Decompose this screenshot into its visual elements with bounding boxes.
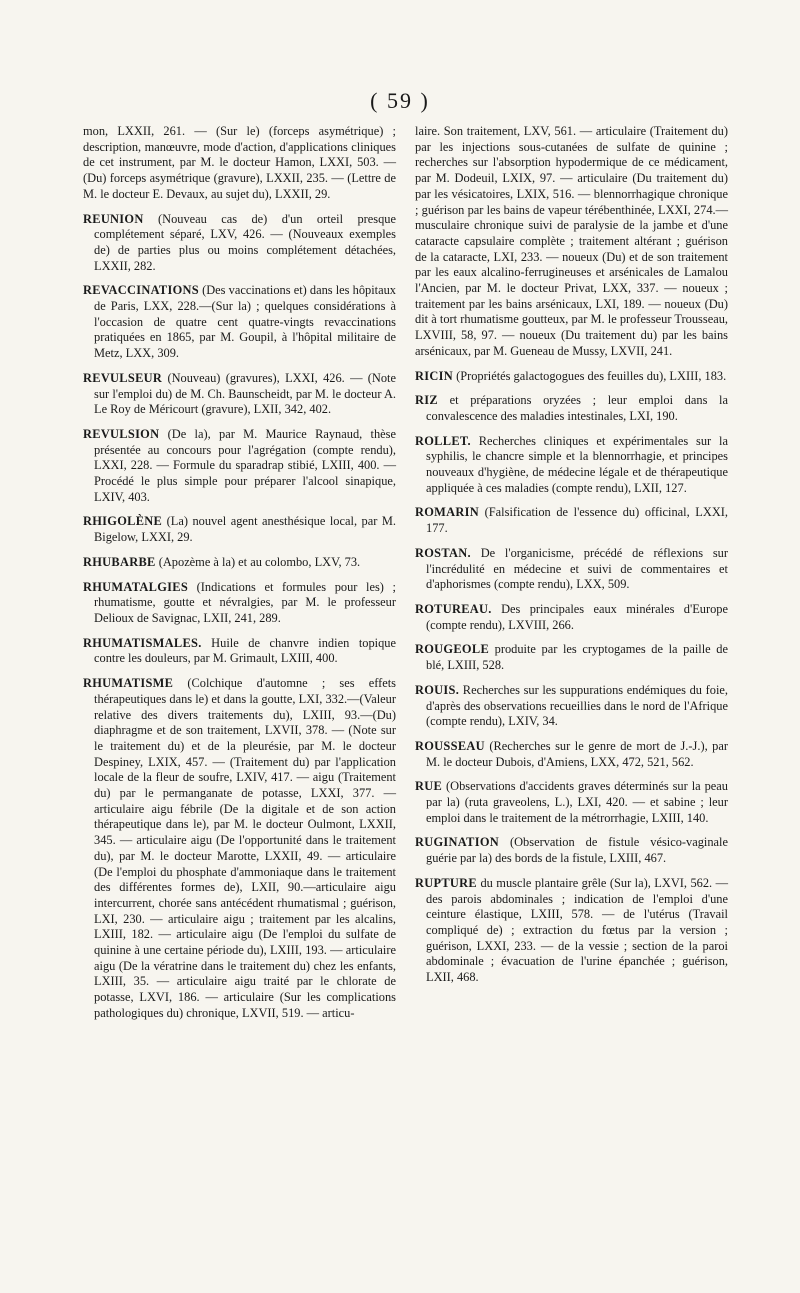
entry-headword: ROUSSEAU — [415, 738, 485, 753]
index-entry — [415, 876, 728, 986]
entry-text: (Falsification de l'essence du) officinal, LXXI, 177. — [426, 505, 728, 536]
entry-text: (Recherches sur le genre de mort de J.-J.), par M. le docteur Dubois, d'Amiens, LXX, 472, 521, 562. — [426, 738, 728, 769]
entry-headword: REVACCINATIONS — [83, 283, 199, 298]
entry-text: Recherches sur les suppurations endémiques du foie, d'après des observations recueillies dans le nord de l'Afrique (compte rendu), LXIV, 34. — [426, 682, 728, 729]
entry-headword: RHUMATISME — [83, 676, 174, 691]
index-entry — [415, 683, 728, 730]
entry-text: (Apozème à la) et au colombo, LXV, 73. — [155, 554, 361, 569]
index-entry — [83, 124, 396, 203]
index-entry — [83, 555, 396, 571]
entry-headword: REVULSION — [83, 426, 160, 441]
index-entry — [415, 505, 728, 536]
index-entry — [415, 642, 728, 673]
left-column — [83, 124, 396, 1031]
entry-headword: ROUIS. — [415, 682, 460, 697]
entry-text: (Observation de fistule vésico-vaginale guérie par la) des bords de la fistule, LXIII, 467. — [426, 835, 728, 866]
index-entry — [415, 739, 728, 770]
index-entry — [415, 124, 728, 360]
entry-text: du muscle plantaire grêle (Sur la), LXVI, 562. — des parois abdominales ; indication de l'emploi d'une ceinture élastique, LXIII, 578. — de l'utérus (Travail compliqué de) ; extraction du fœtus par la version ; guérison, LXXI, 233. — de la vessie ; section de la paroi abdominale ; évacuation de l'urine épanchée ; guérison, LXII, 468. — [426, 875, 728, 985]
index-entry — [83, 676, 396, 1021]
index-entry — [83, 636, 396, 667]
entry-text: Recherches cliniques et expérimentales sur la syphilis, le chancre simple et la blennorrhagie, et principes nouveaux d'hygiène, de médecine légale et de thérapeutique appliquée à ces maladies (compte rendu), LXII, 127. — [426, 433, 728, 495]
entry-headword: RHUBARBE — [83, 554, 156, 569]
entry-text: (Observations d'accidents graves déterminés sur la peau par la) (ruta graveolens, L.), LXI, 420. — et sabine ; leur emploi dans le traitement de la métrorrhagie, LXIII, 140. — [426, 779, 728, 825]
index-entry — [415, 546, 728, 593]
index-entry — [415, 393, 728, 424]
entry-text: (Propriétés galactogogues des feuilles du), LXIII, 183. — [453, 368, 727, 383]
right-column — [415, 124, 728, 995]
index-entry — [415, 369, 728, 385]
index-entry — [83, 283, 396, 362]
entry-headword: RIZ — [415, 393, 438, 408]
entry-text: laire. Son traitement, LXV, 561. — articulaire (Traitement du) par les injections sous-cutanées de sulfate de quinine ; recherches sur l'absorption hypodermique de ce médicament, par M. Dodeuil, LXIX, 97. — articulaire (Du traitement du) par les vésicatoires, LXIX, 516. — blennorrhagique chronique ; guérison par les bains de vapeur térébenthinée, LXXI, 274.— musculaire chronique suivi de paralysie de la jambe et d'une cataracte capsulaire complète ; traitement altérant ; guérison de la cataracte, LXI, 233. — noueux (Du) et de son traitement par les eaux alcalino-ferrugineuses et arsénicales de Lamalou l'Ancien, par M. le docteur Privat, LXX, 337. — noueux ; traitement par les bains arsénicaux, LXI, 189. — noueux (Du) dit à tort rhumatisme goutteux, par M. le professeur Trousseau, LXVIII, 58, 97. — noueux (Du traitement du) par les bains arsénicaux, par M. Gueneau de Mussy, LXVII, 241. — [415, 124, 728, 358]
entry-headword: ROMARIN — [415, 505, 480, 520]
index-entry — [415, 835, 728, 866]
entry-text: mon, LXXII, 261. — (Sur le) (forceps asymétrique) ; description, manœuvre, mode d'action, d'applications cliniques de cet instrument, par M. le docteur Hamon, LXXI, 503. — (Du) forceps asymétrique (gravure), LXXII, 235. — (Lettre de M. le docteur E. Devaux, au sujet du), LXXII, 29. — [83, 124, 396, 201]
entry-text: Huile de chanvre indien topique contre les douleurs, par M. Grimault, LXIII, 400. — [94, 635, 396, 666]
entry-headword: REVULSEUR — [83, 370, 163, 385]
entry-text: (De la), par M. Maurice Raynaud, thèse présentée au concours pour l'agrégation (compte rendu), LXXI, 228. — Formule du sparadrap stibié, LXIII, 400. — Procédé le plus simple pour préparer l'alcool sinapique, LXIV, 403. — [94, 426, 396, 504]
entry-headword: RHIGOLÈNE — [83, 514, 163, 529]
entry-text: produite par les cryptogames de la paille de blé, LXIII, 528. — [426, 642, 728, 673]
entry-headword: RUGINATION — [415, 835, 500, 850]
index-entry — [415, 434, 728, 497]
index-entry — [83, 212, 396, 275]
index-entry — [83, 514, 396, 545]
entry-text: (Indications et formules pour les) ; rhumatisme, goutte et névralgies, par M. le professeur Delioux de Savignac, LXII, 241, 289. — [94, 579, 396, 625]
index-entry — [83, 427, 396, 506]
page-number: ( 59 ) — [370, 88, 430, 113]
entry-text: et préparations oryzées ; leur emploi dans la convalescence des maladies intestinales, LXI, 190. — [426, 393, 728, 423]
entry-headword: ROUGEOLE — [415, 642, 490, 657]
index-entry — [83, 371, 396, 418]
entry-text: (La) nouvel agent anesthésique local, par M. Bigelow, LXXI, 29. — [94, 514, 396, 545]
entry-headword: RICIN — [415, 368, 453, 383]
entry-headword: ROSTAN. — [415, 545, 471, 560]
column-gutter — [405, 128, 406, 1258]
entry-text: (Nouveau) (gravures), LXXI, 426. — (Note sur l'emploi du) de M. Ch. Baunscheidt, par M. le docteur A. Le Roy de Méricourt (gravure), LXII, 342, 402. — [94, 370, 396, 417]
entry-text: De l'organicisme, précédé de réflexions sur l'incrédulité en médecine et suivi de commentaires et d'aphorismes (compte rendu), LXX, 509. — [426, 545, 728, 592]
entry-headword: ROLLET. — [415, 433, 471, 448]
entry-headword: REUNION — [83, 211, 144, 226]
entry-headword: RHUMATALGIES — [83, 579, 189, 594]
entry-headword: RUE — [415, 779, 443, 794]
entry-headword: RHUMATISMALES. — [83, 635, 202, 650]
entry-headword: ROTUREAU. — [415, 601, 492, 616]
entry-headword: RUPTURE — [415, 875, 477, 890]
entry-text: (Colchique d'automne ; ses effets thérapeutiques dans le) et dans la goutte, LXI, 332.—(Valeur relative des divers traitements du), LXIII, 93.—(Du) diaphragme et de son traitement, LXVII, 378. — (Note sur le traitement du) et de la pleurésie, par M. le docteur Despiney, LXIX, 457. — (Traitement du) par l'application locale de la fleur de soufre, LXIV, 417. — aigu (Traitement du) par le permanganate de potasse, LXXI, 377. — articulaire aigu fébrile (De la digitale et de son action thérapeutique dans le), par M. le docteur Oulmont, LXXII, 345. — articulaire aigu (De l'opportunité dans le traitement du), par M. le docteur Marotte, LXXII, 49. — articulaire (De l'emploi du phosphate d'ammoniaque dans le traitement des différentes formes de), LXII, 90.—articulaire aigu intercurrent, chorée sans antécédent rhumatismal ; guérison, LXI, 230. — articulaire aigu ; traitement par les alcalins, LXIII, 182. — articulaire aigu (De l'emploi du sulfate de quinine à une certaine période du), LXIII, 193. — articulaire aigu (De la vératrine dans le traitement du) chez les enfants, LXIII, 35. — articulaire aigu traité par le chlorate de potasse, LXVI, 186. — articulaire (Sur les complications pathologiques du) chronique, LXVII, 519. — articu- — [94, 676, 396, 1020]
index-entry — [83, 580, 396, 627]
entry-text: (Nouveau cas de) d'un orteil presque complétement séparé, LXV, 426. — (Nouveaux exemples de) de parties plus ou moins complétement détachées, LXXII, 282. — [94, 211, 396, 273]
index-entry — [415, 779, 728, 826]
entry-text: Des principales eaux minérales d'Europe (compte rendu), LXVIII, 266. — [426, 601, 728, 632]
index-entry — [415, 602, 728, 633]
entry-text: (Des vaccinations et) dans les hôpitaux de Paris, LXX, 228.—(Sur la) ; quelques considérations à l'occasion de quatre cent quatre-vingts revaccinations pratiquées en 1865, par M. Goupil, à l'hôpital militaire de Metz, LXX, 309. — [94, 283, 396, 361]
